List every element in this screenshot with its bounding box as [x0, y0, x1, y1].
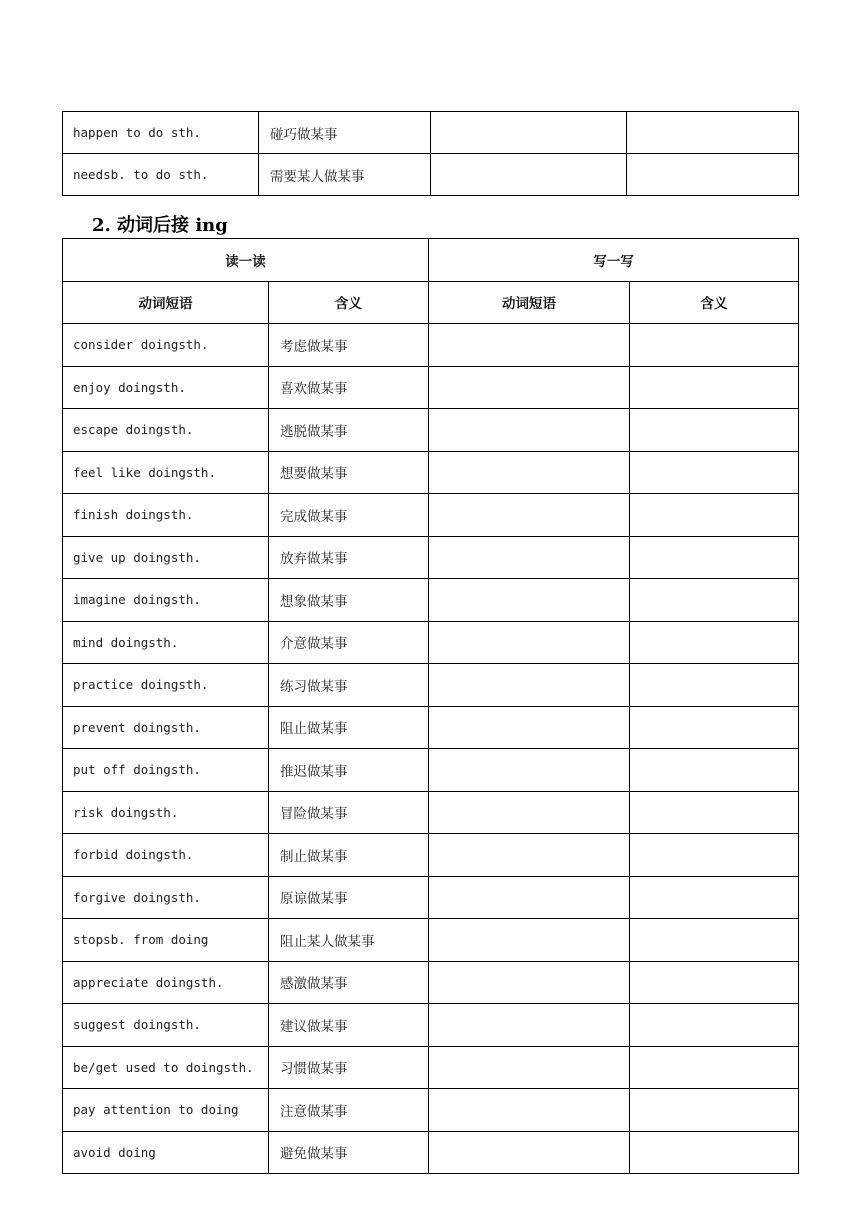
- meaning-cell: 原谅做某事: [269, 876, 429, 919]
- top-phrase-table: [62, 111, 799, 196]
- group-header-write: 写一写: [429, 239, 799, 282]
- write-phrase-cell[interactable]: [429, 1131, 630, 1174]
- table-row: [63, 536, 799, 579]
- meaning-cell: 习惯做某事: [269, 1046, 429, 1089]
- phrase-cell: enjoy doingsth.: [63, 366, 269, 409]
- meaning-cell: 建议做某事: [269, 1004, 429, 1047]
- phrase-cell: forgive doingsth.: [63, 876, 269, 919]
- write-meaning-cell[interactable]: [630, 1004, 799, 1047]
- meaning-cell: 练习做某事: [269, 664, 429, 707]
- phrase-cell: prevent doingsth.: [63, 706, 269, 749]
- group-header-read: 读一读: [63, 239, 429, 282]
- write-meaning-cell[interactable]: [630, 1131, 799, 1174]
- phrase-cell: feel like doingsth.: [63, 451, 269, 494]
- write-meaning-cell[interactable]: [627, 112, 799, 154]
- meaning-cell: 阻止某人做某事: [269, 919, 429, 962]
- ing-phrase-table: [62, 238, 799, 1174]
- meaning-cell: 想象做某事: [269, 579, 429, 622]
- phrase-cell: consider doingsth.: [63, 324, 269, 367]
- table-row: [63, 961, 799, 1004]
- phrase-cell: happen to do sth.: [63, 112, 259, 154]
- write-meaning-cell[interactable]: [630, 409, 799, 452]
- table-row: [63, 409, 799, 452]
- write-phrase-cell[interactable]: [429, 1046, 630, 1089]
- meaning-cell: 放弃做某事: [269, 536, 429, 579]
- meaning-cell: 需要某人做某事: [259, 154, 431, 196]
- phrase-cell: imagine doingsth.: [63, 579, 269, 622]
- table-row: [63, 494, 799, 537]
- meaning-cell: 逃脱做某事: [269, 409, 429, 452]
- write-phrase-cell[interactable]: [429, 409, 630, 452]
- table-row: [63, 1089, 799, 1132]
- meaning-cell: 喜欢做某事: [269, 366, 429, 409]
- phrase-cell: be/get used to doingsth.: [63, 1046, 269, 1089]
- meaning-cell: 感激做某事: [269, 961, 429, 1004]
- meaning-cell: 碰巧做某事: [259, 112, 431, 154]
- write-phrase-cell[interactable]: [429, 791, 630, 834]
- table-row: [63, 154, 799, 196]
- write-meaning-cell[interactable]: [630, 876, 799, 919]
- phrase-cell: put off doingsth.: [63, 749, 269, 792]
- write-meaning-cell[interactable]: [630, 536, 799, 579]
- write-phrase-cell[interactable]: [429, 621, 630, 664]
- phrase-cell: pay attention to doing: [63, 1089, 269, 1132]
- top-table-body: [63, 112, 799, 196]
- table-row: [63, 791, 799, 834]
- write-phrase-cell[interactable]: [429, 451, 630, 494]
- write-phrase-cell[interactable]: [429, 749, 630, 792]
- column-header-meaning: 含义: [269, 281, 429, 324]
- write-meaning-cell[interactable]: [630, 1046, 799, 1089]
- write-meaning-cell[interactable]: [630, 749, 799, 792]
- write-meaning-cell[interactable]: [630, 919, 799, 962]
- write-phrase-cell[interactable]: [429, 324, 630, 367]
- write-phrase-cell[interactable]: [429, 706, 630, 749]
- write-phrase-cell[interactable]: [431, 154, 627, 196]
- phrase-cell: give up doingsth.: [63, 536, 269, 579]
- meaning-cell: 冒险做某事: [269, 791, 429, 834]
- table-row: [63, 664, 799, 707]
- write-phrase-cell[interactable]: [429, 919, 630, 962]
- table-row: [63, 366, 799, 409]
- column-header-write-phrase: 动词短语: [429, 281, 630, 324]
- write-meaning-cell[interactable]: [630, 791, 799, 834]
- table-row: [63, 451, 799, 494]
- phrase-cell: forbid doingsth.: [63, 834, 269, 877]
- table-row: [63, 919, 799, 962]
- table-row: [63, 1131, 799, 1174]
- write-phrase-cell[interactable]: [429, 494, 630, 537]
- table-row: [63, 621, 799, 664]
- phrase-cell: appreciate doingsth.: [63, 961, 269, 1004]
- write-phrase-cell[interactable]: [429, 366, 630, 409]
- phrase-cell: escape doingsth.: [63, 409, 269, 452]
- write-meaning-cell[interactable]: [630, 834, 799, 877]
- write-meaning-cell[interactable]: [630, 961, 799, 1004]
- table-row: [63, 706, 799, 749]
- table-row: [63, 1046, 799, 1089]
- meaning-cell: 推迟做某事: [269, 749, 429, 792]
- table-row: [63, 324, 799, 367]
- table-row: [63, 834, 799, 877]
- table-row: [63, 876, 799, 919]
- meaning-cell: 注意做某事: [269, 1089, 429, 1132]
- table-row: [63, 112, 799, 154]
- phrase-cell: mind doingsth.: [63, 621, 269, 664]
- phrase-cell: suggest doingsth.: [63, 1004, 269, 1047]
- meaning-cell: 考虑做某事: [269, 324, 429, 367]
- phrase-cell: risk doingsth.: [63, 791, 269, 834]
- write-phrase-cell[interactable]: [429, 876, 630, 919]
- phrase-cell: stopsb. from doing: [63, 919, 269, 962]
- column-header-row: [63, 281, 799, 324]
- write-phrase-cell[interactable]: [429, 834, 630, 877]
- meaning-cell: 制止做某事: [269, 834, 429, 877]
- meaning-cell: 避免做某事: [269, 1131, 429, 1174]
- phrase-cell: avoid doing: [63, 1131, 269, 1174]
- meaning-cell: 阻止做某事: [269, 706, 429, 749]
- write-meaning-cell[interactable]: [630, 366, 799, 409]
- write-phrase-cell[interactable]: [429, 664, 630, 707]
- write-meaning-cell[interactable]: [630, 621, 799, 664]
- column-header-phrase: 动词短语: [63, 281, 269, 324]
- write-meaning-cell[interactable]: [630, 494, 799, 537]
- write-meaning-cell[interactable]: [630, 451, 799, 494]
- write-phrase-cell[interactable]: [429, 1089, 630, 1132]
- table-row: [63, 579, 799, 622]
- write-meaning-cell[interactable]: [630, 1089, 799, 1132]
- write-meaning-cell[interactable]: [630, 706, 799, 749]
- write-phrase-cell[interactable]: [431, 112, 627, 154]
- column-header-write-meaning: 含义: [630, 281, 799, 324]
- write-meaning-cell[interactable]: [630, 664, 799, 707]
- write-meaning-cell[interactable]: [630, 324, 799, 367]
- write-phrase-cell[interactable]: [429, 536, 630, 579]
- group-header-row: [63, 239, 799, 282]
- table-row: [63, 749, 799, 792]
- ing-table-body: [63, 324, 799, 1174]
- phrase-cell: practice doingsth.: [63, 664, 269, 707]
- write-phrase-cell[interactable]: [429, 579, 630, 622]
- section-heading: 2. 动词后接 ing: [92, 215, 228, 236]
- phrase-cell: finish doingsth.: [63, 494, 269, 537]
- write-phrase-cell[interactable]: [429, 1004, 630, 1047]
- phrase-cell: needsb. to do sth.: [63, 154, 259, 196]
- write-meaning-cell[interactable]: [630, 579, 799, 622]
- write-meaning-cell[interactable]: [627, 154, 799, 196]
- meaning-cell: 介意做某事: [269, 621, 429, 664]
- table-row: [63, 1004, 799, 1047]
- write-phrase-cell[interactable]: [429, 961, 630, 1004]
- meaning-cell: 想要做某事: [269, 451, 429, 494]
- meaning-cell: 完成做某事: [269, 494, 429, 537]
